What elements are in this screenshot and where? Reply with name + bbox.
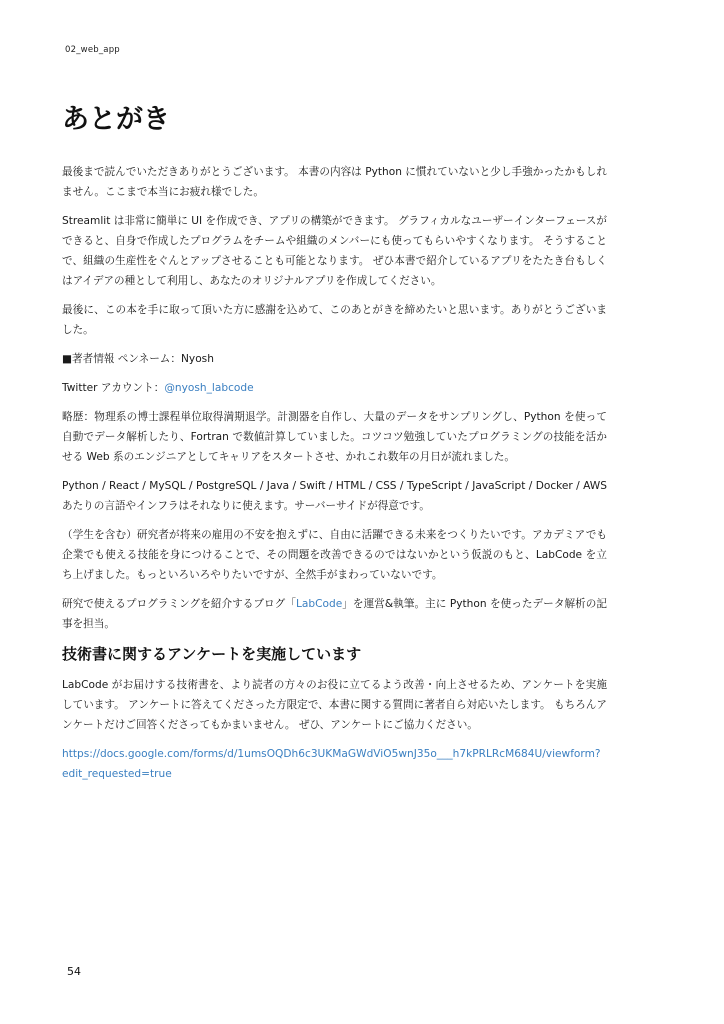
page-number: 54	[67, 965, 81, 978]
survey-url-paragraph	[62, 744, 607, 784]
paragraph-thanks: 最後まで読んでいただきありがとうございます。 本書の内容は Python に慣れていないと少し手強かったかもしれません。ここまで本当にお疲れ様でした。	[62, 166, 607, 198]
twitter-label: Twitter アカウント：	[62, 382, 165, 394]
survey-body: LabCode がお届けする技術書を、より読者の方々のお役に立てるよう改善・向上させるため、アンケートを実施しています。 アンケートに答えてくださった方限定で、本書に関する質問に著者自ら対応いたします。 もちろんアンケートだけご回答くださってもかまいません。 ぜひ、アンケートにご協力ください。	[62, 679, 607, 731]
survey-title: 技術書に関するアンケートを実施しています	[62, 645, 362, 663]
section-title: あとがき	[62, 104, 170, 135]
twitter-handle-link[interactable]: @nyosh_labcode	[164, 382, 254, 394]
page-content	[62, 100, 607, 793]
running-header: 02_web_app	[65, 45, 120, 55]
blog-line	[62, 594, 607, 634]
blog-text-after: 」を運営&執筆。主に Python を使ったデータ解析の記事を担当。	[62, 598, 607, 630]
paragraph-closing: 最後に、この本を手に取って頂いた方に感謝を込めて、このあとがきを締めたいと思います。ありがとうございました。	[62, 304, 607, 336]
paragraph-streamlit: Streamlit は非常に簡単に UI を作成でき、アプリの構築ができます。 グラフィカルなユーザーインターフェースができると、自身で作成したプログラムをチームや組織のメンバーにも使ってもらいやすくなります。 そうすることで、組織の生産性をぐんとアップさせることも可能となります。 ぜひ本書で紹介しているアプリをたたき台もしくはアイデアの種として利用し、あなたのオリジナルアプリを作成してください。	[62, 215, 607, 287]
survey-url-link[interactable]: https://docs.google.com/forms/d/1umsOQDh6c3UKMaGWdViO5wnJ35o___h7kPRLRcM684U/viewform?edit_requested=true	[62, 748, 601, 780]
twitter-line	[62, 378, 607, 398]
bio-skills: Python / React / MySQL / PostgreSQL / Java / Swift / HTML / CSS / TypeScript / JavaScript / Docker / AWS あたりの言語やインフラはそれなりに使えます。サーバーサイドが得意です。	[62, 480, 607, 512]
blog-text-before: 研究で使えるプログラミングを紹介するブログ「	[62, 598, 296, 610]
bio-mission: （学生を含む）研究者が将来の雇用の不安を抱えずに、自由に活躍できる未来をつくりたいです。アカデミアでも企業でも使える技能を身につけることで、その問題を改善できるのではないかという仮説のもと、LabCode を立ち上げました。もっといろいろやりたいですが、全然手がまわっていないです。	[62, 529, 607, 581]
bio-career: 略歴：物理系の博士課程単位取得満期退学。計測器を自作し、大量のデータをサンプリングし、Python を使って自動でデータ解析したり、Fortran で数値計算していました。コツコツ勉強していたプログラミングの技能を活かせる Web 系のエンジニアとしてキャリアをスタートさせ、かれこれ数年の月日が流れました。	[62, 411, 607, 463]
author-info: ■著者情報 ペンネーム：Nyosh	[62, 353, 214, 365]
labcode-blog-link[interactable]: LabCode	[295, 598, 343, 610]
